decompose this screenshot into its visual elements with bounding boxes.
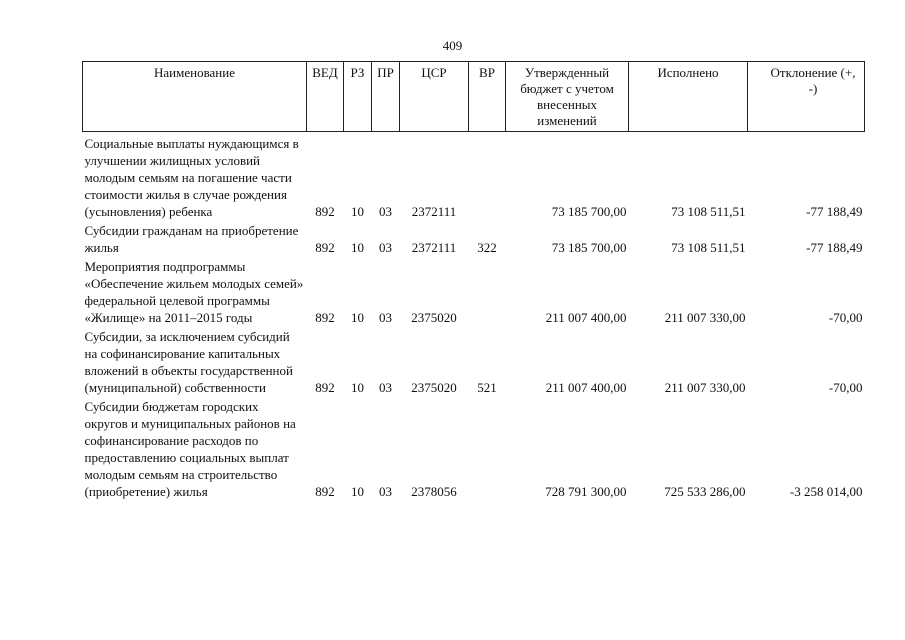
row-vr: 322 (477, 240, 497, 255)
row-approved: 211 007 400,00 (545, 310, 627, 325)
row-pr: 03 (379, 380, 392, 395)
row-rz: 10 (351, 240, 364, 255)
row-name: Субсидии бюджетам городских округов и муниципальных районов на софинансирование расходов по предоставлению социальных выплат молодым семьям на строительство (приобретение) жилья (84, 399, 296, 499)
row-vr (469, 397, 506, 501)
row-vr: 521 (477, 380, 497, 395)
table-row (83, 327, 865, 397)
row-pr: 03 (379, 204, 392, 219)
row-rz: 10 (351, 204, 364, 219)
row-ved: 892 (315, 310, 335, 325)
row-rz: 10 (351, 310, 364, 325)
row-name: Субсидии, за исключением субсидий на софинансирование капитальных вложений в объекты государственной (муниципальной) собственности (84, 329, 293, 395)
row-approved: 728 791 300,00 (545, 484, 627, 499)
column-header-rz: РЗ (344, 62, 372, 132)
row-name: Мероприятия подпрограммы «Обеспечение жильем молодых семей» федеральной целевой программы «Жилище» на 2011–2015 годы (84, 259, 304, 325)
row-pr: 03 (379, 310, 392, 325)
row-approved: 73 185 700,00 (551, 240, 627, 255)
row-executed: 211 007 330,00 (664, 380, 746, 395)
row-name: Социальные выплаты нуждающимся в улучшении жилищных условий молодым семьям на погашение части стоимости жилья в случае рождения (усыновления) ребенка (84, 136, 299, 219)
row-ved: 892 (315, 380, 335, 395)
row-csr: 2378056 (411, 484, 457, 499)
row-ved: 892 (315, 240, 335, 255)
row-vr (469, 132, 506, 222)
row-executed: 73 108 511,51 (671, 204, 746, 219)
column-header-pr: ПР (372, 62, 400, 132)
row-csr: 2375020 (411, 310, 457, 325)
column-header-vr: ВР (469, 62, 506, 132)
row-rz: 10 (351, 380, 364, 395)
table-row (83, 132, 865, 222)
column-header-name: Наименование (83, 62, 307, 132)
row-deviation: -70,00 (828, 380, 863, 395)
row-name: Субсидии гражданам на приобретение жилья (84, 223, 299, 255)
row-executed: 73 108 511,51 (671, 240, 746, 255)
row-ved: 892 (315, 484, 335, 499)
table-row (83, 257, 865, 327)
row-approved: 211 007 400,00 (545, 380, 627, 395)
row-deviation: -3 258 014,00 (789, 484, 863, 499)
row-vr (469, 257, 506, 327)
row-ved: 892 (315, 204, 335, 219)
table-row (83, 221, 865, 257)
row-csr: 2372111 (411, 204, 457, 219)
table-row (83, 397, 865, 501)
row-csr: 2372111 (411, 240, 457, 255)
column-header-executed: Исполнено (629, 62, 748, 132)
row-deviation: -70,00 (828, 310, 863, 325)
row-approved: 73 185 700,00 (551, 204, 627, 219)
row-deviation: -77 188,49 (806, 204, 863, 219)
column-header-ved: ВЕД (307, 62, 344, 132)
row-csr: 2375020 (411, 380, 457, 395)
column-header-csr: ЦСР (400, 62, 469, 132)
budget-execution-table (82, 61, 865, 501)
row-executed: 211 007 330,00 (664, 310, 746, 325)
table-header-row (83, 62, 865, 132)
page-number: 409 (442, 38, 463, 53)
row-pr: 03 (379, 240, 392, 255)
row-executed: 725 533 286,00 (664, 484, 746, 499)
row-rz: 10 (351, 484, 364, 499)
column-header-approved-budget: Утвержденный бюджет с учетом внесенных изменений (506, 62, 629, 132)
column-header-deviation: Отклонение (+, -) (748, 62, 865, 132)
row-deviation: -77 188,49 (806, 240, 863, 255)
row-pr: 03 (379, 484, 392, 499)
